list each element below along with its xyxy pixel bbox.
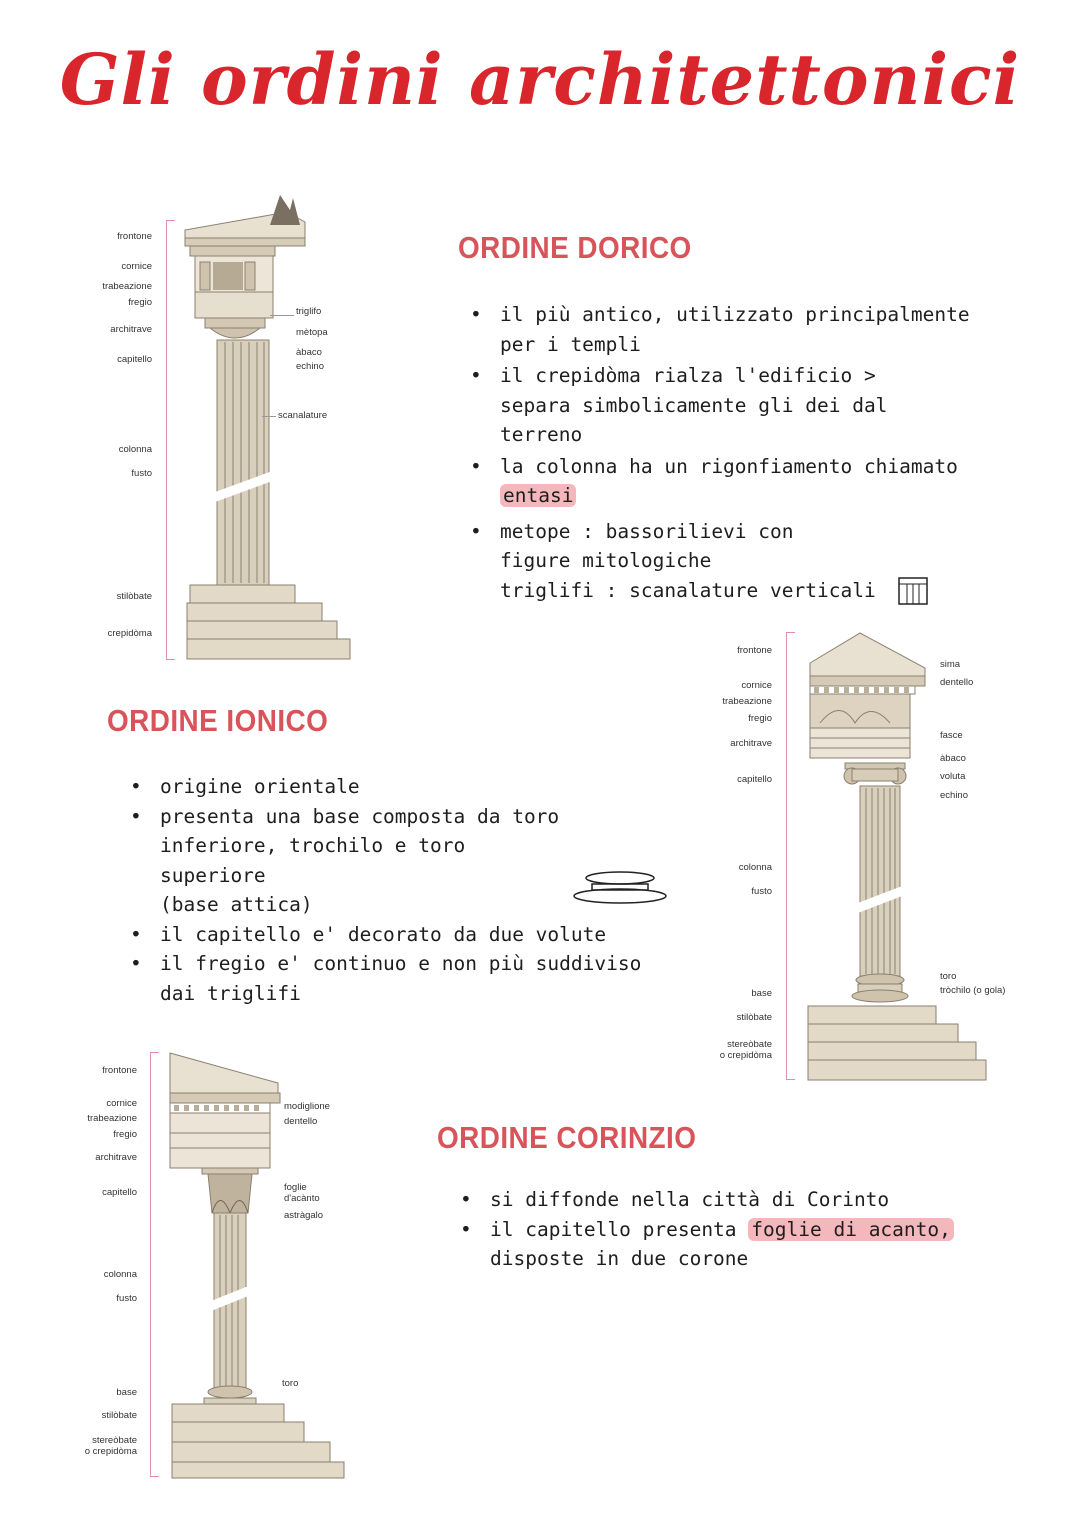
doric-note-3 [470,452,1010,511]
triglifi-text: triglifi : scanalature verticali [500,578,876,602]
doric-label-crepidoma: crepidòma [107,628,152,639]
ionic-label-trochilo: tròchilo (o gola) [940,985,1006,996]
doric-label-fusto: fusto [131,468,152,479]
corinthian-note-2-rest: disposte in due corone [490,1247,749,1270]
corinthian-column-illustration [160,1048,355,1483]
ionic-label-voluta: voluta [940,771,966,782]
corinthian-label-acanto: d'acànto [284,1193,320,1204]
ionic-label-cornice: cornice [741,680,772,691]
doric-tick [262,416,276,417]
corinthian-label-dentello: dentello [284,1116,318,1127]
ionic-note-2b [130,890,650,920]
doric-note-3-text: la colonna ha un rigonfiamento chiamato [500,454,958,478]
ionic-note-2: • presenta una base composta da toro inferiore, trochilo e toro superiore [130,802,650,891]
doric-label-fregio: fregio [128,297,152,308]
doric-label-cornice: cornice [121,261,152,272]
ionic-label-trabeazione: trabeazione [722,696,772,707]
ionic-label-sima: sima [940,659,961,670]
corinthian-label-colonna: colonna [103,1269,137,1280]
doric-label-echino: echino [296,361,324,372]
corinthian-label-capitello: capitello [102,1187,137,1198]
corinthian-label-fregio: fregio [113,1129,137,1140]
corinthian-label-frontone: frontone [102,1065,137,1076]
doric-label-metopa: mètopa [296,327,328,338]
ionic-label-crepidoma: o crepidòma [719,1050,772,1061]
ionic-bracket [786,632,787,1080]
corinthian-label-architrave: architrave [95,1152,137,1163]
doric-note-2: • il crepidòma rialza l'edificio > separa simbolicamente gli dei dal terreno [470,361,1010,450]
ionic-heading: ORDINE IONICO [107,703,329,738]
ionic-label-architrave: architrave [730,738,772,749]
corinthian-label-stereobate: stereòbate [92,1435,137,1446]
ionic-label-toro: toro [940,971,957,982]
ionic-label-frontone: frontone [737,645,772,656]
doric-label-trabeazione: trabeazione [102,281,152,292]
doric-label-capitello: capitello [117,354,152,365]
doric-label-abaco: àbaco [296,347,322,358]
ionic-label-fusto: fusto [751,886,772,897]
corinthian-label-stilobate: stilòbate [101,1410,137,1421]
doric-label-triglifo: triglifo [296,306,322,317]
doric-bracket [166,220,167,660]
base-attica-text: (base attica) [160,893,313,916]
corinthian-label-base: base [116,1387,137,1398]
ionic-label-base: base [751,988,772,999]
corinthian-note-1: • si diffonde nella città di Corinto [460,1185,980,1215]
corinthian-label-cornice: cornice [106,1098,137,1109]
doric-label-colonna: colonna [118,444,152,455]
acanto-highlight: foglie di acanto, [748,1218,954,1241]
doric-label-scanalature: scanalature [278,410,328,421]
corinthian-note-2-text: il capitello presenta [490,1217,737,1241]
doric-note-5 [470,576,1010,607]
ionic-column-figure [800,628,1000,1088]
ionic-note-1: • origine orientale [130,772,650,802]
corinthian-heading: ORDINE CORINZIO [437,1120,697,1155]
corinthian-column-figure [160,1048,355,1483]
ionic-label-dentello: dentello [940,677,974,688]
entasi-highlight: entasi [500,484,576,507]
page-title: Gli ordini architettonici [59,38,1021,121]
doric-heading: ORDINE DORICO [458,230,692,265]
corinthian-bracket [150,1052,151,1477]
corinthian-label-modiglione: modiglione [284,1101,330,1112]
triglyph-icon [897,576,929,606]
corinthian-label-fusto: fusto [116,1293,137,1304]
corinthian-label-trabeazione: trabeazione [87,1113,137,1124]
doric-label-architrave: architrave [110,324,152,335]
doric-note-4: • metope : bassorilievi con figure mitologiche [470,517,1010,576]
doric-note-1: • il più antico, utilizzato principalmente per i templi [470,300,1010,359]
ionic-label-stilobate: stilòbate [736,1012,772,1023]
ionic-label-stereobate: stereòbate [727,1039,772,1050]
ionic-label-echino: echino [940,790,968,801]
ionic-label-abaco: àbaco [940,753,966,764]
corinthian-label-crepidoma: o crepidòma [84,1446,137,1457]
ionic-label-fasce: fasce [940,730,963,741]
corinthian-note-2 [460,1215,980,1274]
ionic-column-illustration [800,628,1000,1088]
ionic-note-4: • il fregio e' continuo e non più suddiviso dai triglifi [130,949,650,1008]
doric-tick [270,315,294,316]
ionic-note-3: • il capitello e' decorato da due volute [130,920,650,950]
ionic-label-fregio: fregio [748,713,772,724]
attic-base-icon [570,868,670,908]
doric-notes [470,300,1010,606]
corinthian-label-astragalo: astràgalo [284,1210,324,1221]
ionic-label-capitello: capitello [737,774,772,785]
corinthian-label-foglie: foglie [284,1182,307,1193]
doric-label-stilobate: stilòbate [116,591,152,602]
ionic-label-colonna: colonna [738,862,772,873]
doric-label-frontone: frontone [117,231,152,242]
corinthian-notes [460,1185,980,1274]
ionic-notes [130,772,650,1008]
corinthian-label-toro: toro [282,1378,299,1389]
